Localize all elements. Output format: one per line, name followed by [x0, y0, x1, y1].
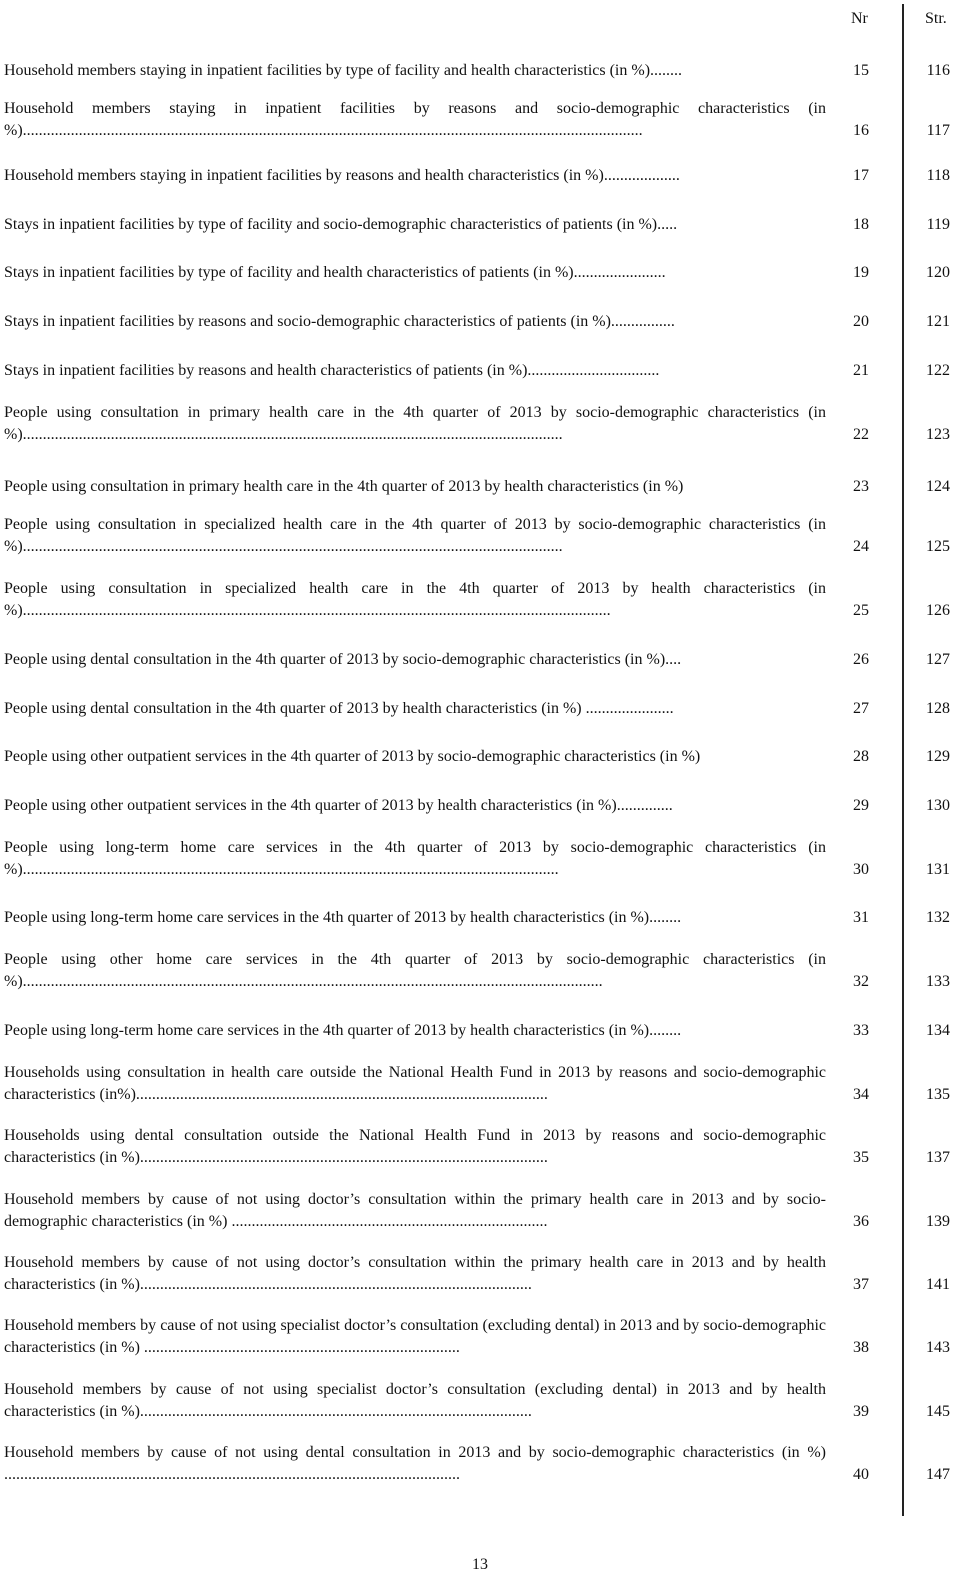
toc-entry-title: Household members by cause of not using doctor’s consultation within the primary health care in 2013 and by health characteristics (in %)..................................................................................................	[4, 1254, 826, 1293]
toc-entry-title: Stays in inpatient facilities by reasons and health characteristics of patients (in %).................................	[4, 362, 660, 379]
toc-entry-page: 133	[926, 973, 950, 990]
toc-entry-number: 16	[853, 122, 869, 139]
toc-entry-number: 35	[853, 1149, 869, 1166]
toc-entry-page: 123	[926, 426, 950, 443]
toc-entry-title: People using long-term home care services in the 4th quarter of 2013 by socio-demographic characteristics (in %)......................................................................................................................................	[4, 839, 826, 878]
toc-entry-page: 122	[926, 362, 950, 379]
toc-entry-title: People using long-term home care services in the 4th quarter of 2013 by health characteristics (in %)........	[4, 909, 682, 926]
toc-entry-number: 40	[853, 1466, 869, 1483]
toc-entry-page: 121	[926, 313, 950, 330]
toc-entry-page: 120	[926, 264, 950, 281]
toc-entry-title: Household members staying in inpatient facilities by type of facility and health characteristics (in %)........	[4, 62, 683, 79]
toc-entry-number: 22	[853, 426, 869, 443]
toc-entry-title: Household members by cause of not using specialist doctor’s consultation (excluding dental) in 2013 and by socio-demographic characteristics (in %) ...............................................................................	[4, 1317, 826, 1356]
toc-entry[interactable]	[4, 96, 950, 142]
toc-entry-number: 28	[853, 748, 869, 765]
toc-entry-number: 24	[853, 538, 869, 555]
toc-entry[interactable]	[4, 36, 950, 82]
toc-entry-title: Households using consultation in health care outside the National Health Fund in 2013 by reasons and socio-demographic characteristics (in%).......................................................................................................	[4, 1064, 826, 1103]
toc-entry-page: 124	[926, 478, 950, 495]
toc-entry[interactable]	[4, 238, 950, 284]
toc-entry-number: 27	[853, 700, 869, 717]
toc-entry-page: 147	[926, 1466, 950, 1483]
toc-entry-title: Stays in inpatient facilities by type of facility and health characteristics of patients (in %).......................	[4, 264, 666, 281]
toc-entry-number: 29	[853, 797, 869, 814]
toc-entry[interactable]	[4, 947, 950, 993]
toc-entry[interactable]	[4, 336, 950, 382]
toc-entry-number: 18	[853, 216, 869, 233]
toc-entry[interactable]	[4, 1123, 950, 1169]
toc-entry-page: 132	[926, 909, 950, 926]
toc-entry-page: 117	[926, 122, 950, 139]
toc-entry-number: 25	[853, 602, 869, 619]
toc-entry[interactable]	[4, 287, 950, 333]
toc-entry-page: 128	[926, 700, 950, 717]
toc-entry-number: 31	[853, 909, 869, 926]
toc-entry-page: 129	[926, 748, 950, 765]
toc-entry-number: 26	[853, 651, 869, 668]
toc-entry-page: 116	[926, 62, 950, 79]
toc-entry-title: People using dental consultation in the 4th quarter of 2013 by socio-demographic characteristics (in %)....	[4, 651, 682, 668]
toc-entry-title: Household members by cause of not using doctor’s consultation within the primary health care in 2013 and by socio-demographic characteristics (in %) ...............................................................................	[4, 1191, 826, 1230]
toc-entry-page: 137	[926, 1149, 950, 1166]
toc-entry-title: People using other home care services in the 4th quarter of 2013 by socio-demographic characteristics (in %).................................................................................................................................................	[4, 951, 826, 990]
toc-entry-number: 32	[853, 973, 869, 990]
toc-entry[interactable]	[4, 400, 950, 446]
toc-entry-number: 19	[853, 264, 869, 281]
toc-entry-title: Stays in inpatient facilities by type of facility and socio-demographic characteristics of patients (in %).....	[4, 216, 678, 233]
toc-entry-page: 127	[926, 651, 950, 668]
toc-entry-title: Household members staying in inpatient facilities by reasons and health characteristics (in %)...................	[4, 167, 680, 184]
toc-entry-title: Household members staying in inpatient facilities by reasons and socio-demographic characteristics (in %)...........................................................................................................................................................	[4, 100, 826, 139]
toc-entry-title: People using dental consultation in the 4th quarter of 2013 by health characteristics (in %) ......................	[4, 700, 674, 717]
toc-entry-number: 37	[853, 1276, 869, 1293]
toc-entry-number: 36	[853, 1213, 869, 1230]
toc-entry-title: Household members by cause of not using dental consultation in 2013 and by socio-demographic characteristics (in %) ..................................................................................................................	[4, 1444, 826, 1483]
toc-entry-page: 135	[926, 1086, 950, 1103]
toc-entry-page: 118	[926, 167, 950, 184]
toc-entry[interactable]	[4, 190, 950, 236]
toc-entry-title: Household members by cause of not using specialist doctor’s consultation (excluding dental) in 2013 and by health characteristics (in %)..................................................................................................	[4, 1381, 826, 1420]
toc-entry[interactable]	[4, 835, 950, 881]
toc-entry[interactable]	[4, 883, 950, 929]
toc-entry-number: 38	[853, 1339, 869, 1356]
toc-entry[interactable]	[4, 452, 950, 498]
toc-entry[interactable]	[4, 141, 950, 187]
toc-entry-title: People using consultation in primary health care in the 4th quarter of 2013 by health characteristics (in %)	[4, 478, 684, 495]
toc-entry[interactable]	[4, 722, 950, 768]
toc-entry-number: 17	[853, 167, 869, 184]
toc-entry[interactable]	[4, 576, 950, 622]
toc-entry[interactable]	[4, 1187, 950, 1233]
header-nr: Nr	[851, 10, 868, 27]
toc-entry-number: 34	[853, 1086, 869, 1103]
toc-entry[interactable]	[4, 1060, 950, 1106]
toc-entry[interactable]	[4, 771, 950, 817]
toc-entry-title: People using consultation in primary health care in the 4th quarter of 2013 by socio-demographic characteristics (in %).......................................................................................................................................	[4, 404, 826, 443]
toc-entry-page: 125	[926, 538, 950, 555]
toc-entry-page: 134	[926, 1022, 950, 1039]
page-number: 13	[472, 1556, 488, 1573]
toc-entry-page: 130	[926, 797, 950, 814]
toc-entry[interactable]	[4, 1377, 950, 1423]
toc-entry-title: People using consultation in specialized health care in the 4th quarter of 2013 by socio-demographic characteristics (in %).......................................................................................................................................	[4, 516, 826, 555]
toc-entry-title: People using other outpatient services in the 4th quarter of 2013 by health characteristics (in %)..............	[4, 797, 673, 814]
toc-entry-number: 30	[853, 861, 869, 878]
toc-entry-number: 15	[853, 62, 869, 79]
toc-entry[interactable]	[4, 1440, 950, 1486]
toc-entry-title: People using long-term home care services in the 4th quarter of 2013 by health characteristics (in %)........	[4, 1022, 682, 1039]
toc-entry-number: 23	[853, 478, 869, 495]
toc-entry[interactable]	[4, 996, 950, 1042]
toc-entry[interactable]	[4, 674, 950, 720]
toc-entry-title: People using consultation in specialized health care in the 4th quarter of 2013 by health characteristics (in %)...................................................................................................................................................	[4, 580, 826, 619]
toc-entry-page: 139	[926, 1213, 950, 1230]
toc-entry-page: 143	[926, 1339, 950, 1356]
toc-entry-title: Stays in inpatient facilities by reasons and socio-demographic characteristics of patients (in %)................	[4, 313, 675, 330]
toc-entry-title: People using other outpatient services in the 4th quarter of 2013 by socio-demographic characteristics (in %)	[4, 748, 701, 765]
toc-entry-page: 141	[926, 1276, 950, 1293]
toc-entry-number: 21	[853, 362, 869, 379]
toc-entry-number: 20	[853, 313, 869, 330]
toc-entry-page: 126	[926, 602, 950, 619]
toc-entry-number: 39	[853, 1403, 869, 1420]
toc-entry[interactable]	[4, 625, 950, 671]
toc-entry[interactable]	[4, 1313, 950, 1359]
toc-entry[interactable]	[4, 512, 950, 558]
toc-entry-page: 145	[926, 1403, 950, 1420]
toc-entry[interactable]	[4, 1250, 950, 1296]
toc-entry-page: 131	[926, 861, 950, 878]
header-page: Str.	[925, 10, 947, 27]
toc-entry-number: 33	[853, 1022, 869, 1039]
toc-entry-title: Households using dental consultation outside the National Health Fund in 2013 by reasons and socio-demographic characteristics (in %)......................................................................................................	[4, 1127, 826, 1166]
toc-entry-page: 119	[926, 216, 950, 233]
